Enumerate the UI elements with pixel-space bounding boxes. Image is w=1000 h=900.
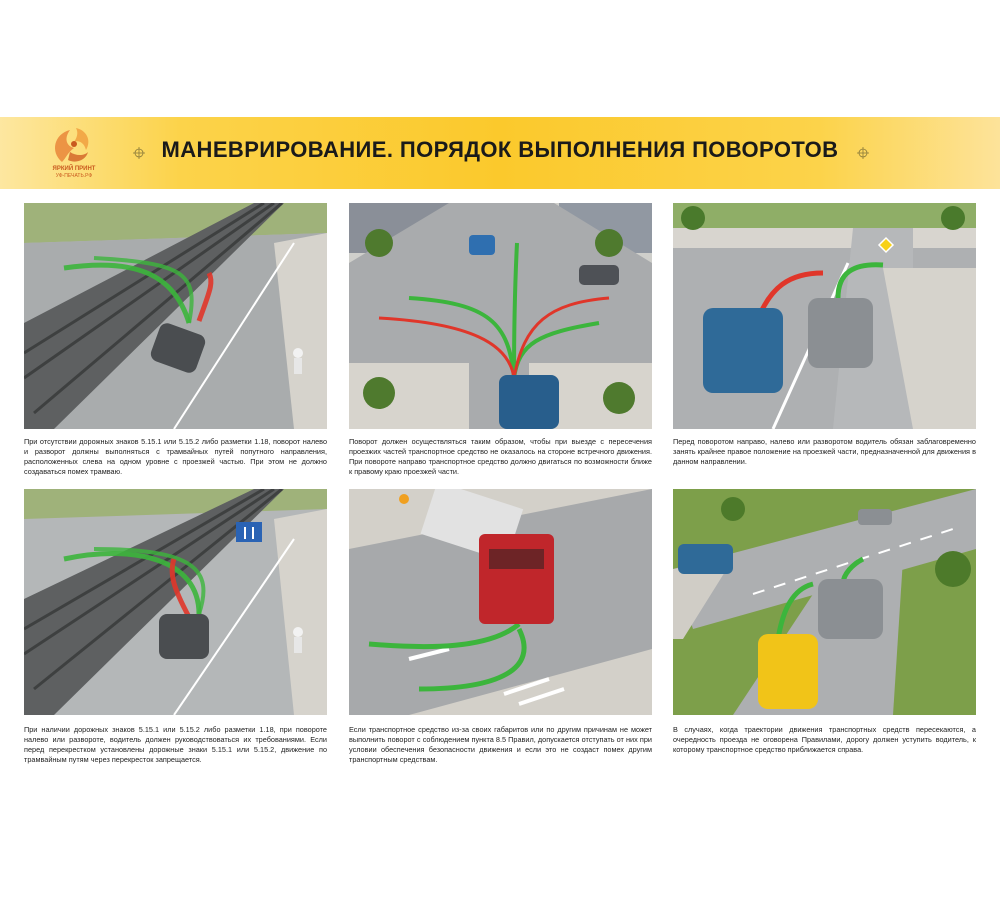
illustration-intersection-trajectories (349, 203, 652, 429)
caption-3: Перед поворотом направо, налево или разворотом водитель обязан заблаговременно занять крайнее правое положение на проезжей части, предназначенной для движения в данном направлении. (673, 437, 976, 466)
illustration-right-position (673, 203, 976, 429)
caption-6: В случаях, когда траектории движения транспортных средств пересекаются, а очередность проезда не оговорена Правилами, дорогу должен уступить водитель, к которому транспортное средство приближается справа. (673, 725, 976, 754)
caption-5: Если транспортное средство из-за своих габаритов или по другим причинам не может выполнить поворот с соблюдением пункта 8.5 Правил, допускается отступать от них при условии обеспечения безопасности движения и если это не создаст помех другим транспортным средствам. (349, 725, 652, 764)
caption-4: При наличии дорожных знаков 5.15.1 или 5.15.2 либо разметки 1.18, при повороте налево или развороте, водитель должен руководствоваться их требованиями. Если перед перекрестком установлены дорожные знаки 5.15.1 или 5.15.2, движение по трамвайным путям через перекресток запрещается. (24, 725, 327, 764)
caption-1: При отсутствии дорожных знаков 5.15.1 или 5.15.2 либо разметки 1.18, поворот налево и разворот должны выполняться с трамвайных путей попутного направления, расположенных слева на одном уровне с проезжей частью. При этом не должно создаваться помех трамваю. (24, 437, 327, 476)
illustration-yield-right (673, 489, 976, 715)
brand-logo (40, 122, 108, 184)
caption-2: Поворот должен осуществляться таким образом, чтобы при выезде с пересечения проезжих частей транспортное средство не оказалось на стороне встречного движения. При повороте направо транспортное средство должно двигаться по возможности ближе к правому краю проезжей части. (349, 437, 652, 476)
logo-emblem-icon (40, 122, 108, 168)
logo-site-text: УФ-ПЕЧАТЬ.РФ (55, 173, 93, 179)
illustration-lane-signs (24, 489, 327, 715)
logo-brand-text: ЯРКИЙ ПРИНТ (52, 166, 96, 172)
illustration-tram-left-turn (24, 203, 327, 429)
crosshair-right-icon (857, 147, 869, 159)
illustration-truck-turn (349, 489, 652, 715)
page-title: МАНЕВРИРОВАНИЕ. ПОРЯДОК ВЫПОЛНЕНИЯ ПОВОРОТОВ (161, 137, 839, 162)
